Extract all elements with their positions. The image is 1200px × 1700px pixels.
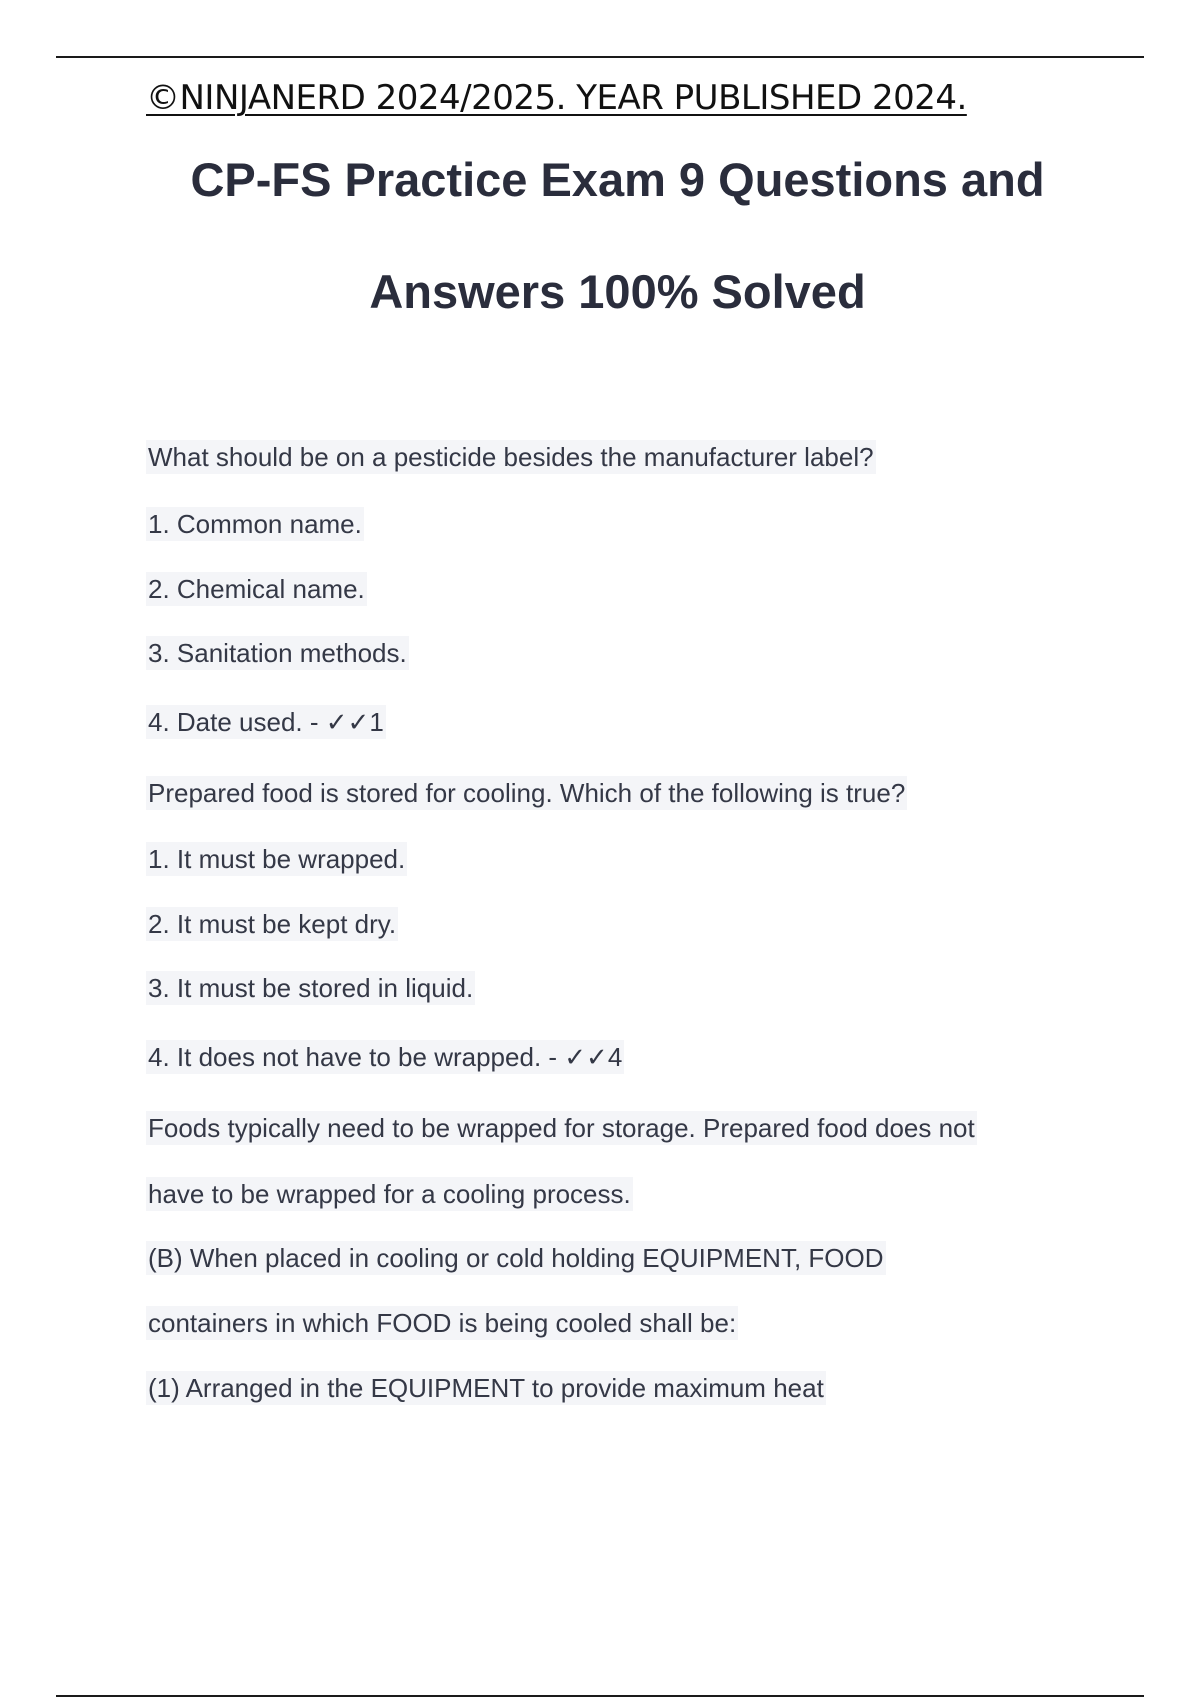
question-2-prompt: Prepared food is stored for cooling. Which of the following is true? [148, 778, 906, 808]
question-1-option-1: 1. Common name. [148, 509, 362, 539]
explanation-line-1: Foods typically need to be wrapped for storage. Prepared food does not [148, 1113, 975, 1143]
question-2-option-1: 1. It must be wrapped. [148, 844, 406, 874]
question-2-option-3: 3. It must be stored in liquid. [148, 973, 474, 1003]
explanation-line-2: have to be wrapped for a cooling process. [148, 1179, 631, 1209]
document-title-line-2: Answers 100% Solved [369, 265, 866, 318]
bottom-rule [56, 1695, 1144, 1697]
question-2-option-4-answer: 4. It does not have to be wrapped. - ✓✓4 [148, 1042, 623, 1072]
question-2-option-2: 2. It must be kept dry. [148, 909, 397, 939]
copyright-header: ©NINJANERD 2024/2025. YEAR PUBLISHED 2024. [146, 78, 967, 118]
top-rule [56, 56, 1144, 58]
question-1-option-3: 3. Sanitation methods. [148, 638, 407, 668]
question-1-option-2: 2. Chemical name. [148, 574, 365, 604]
document-title-line-1: CP-FS Practice Exam 9 Questions and [190, 153, 1045, 206]
explanation-line-5: (1) Arranged in the EQUIPMENT to provide maximum heat [148, 1373, 824, 1403]
question-1-prompt: What should be on a pesticide besides the manufacturer label? [148, 442, 874, 472]
explanation-line-4: containers in which FOOD is being cooled shall be: [148, 1308, 737, 1338]
explanation-line-3: (B) When placed in cooling or cold holding EQUIPMENT, FOOD [148, 1243, 884, 1273]
question-1-option-4-answer: 4. Date used. - ✓✓1 [148, 707, 384, 737]
